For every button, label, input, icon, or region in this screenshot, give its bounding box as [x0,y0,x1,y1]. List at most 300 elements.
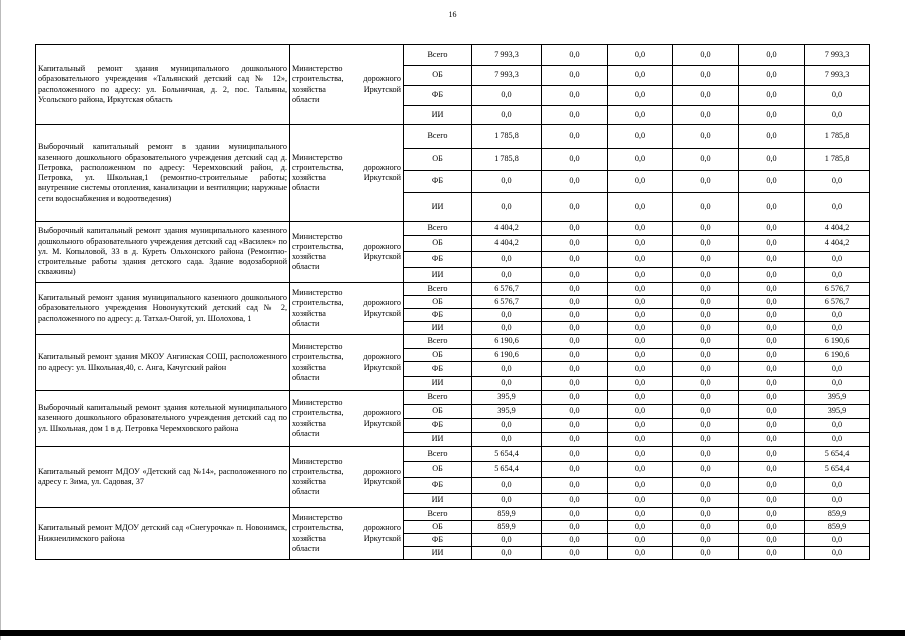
ministry-line4: области [292,543,320,553]
ministry-line3 [292,85,401,95]
funding-source: ФБ [404,171,472,193]
value-total: 1 785,8 [805,149,870,171]
responsible-ministry [290,283,404,335]
ministry-line2a: строительства, [292,241,344,251]
ministry-line3a: хозяйства [292,308,326,318]
value-cell: 0,0 [739,433,805,447]
ministry-line2 [292,163,401,173]
value-total: 6 576,7 [805,296,870,309]
funding-source: Всего [404,125,472,149]
value-cell: 0,0 [542,171,608,193]
value-total: 7 993,3 [805,45,870,66]
value-cell: 0,0 [673,377,739,391]
value-cell: 0,0 [673,508,739,521]
table-row [36,283,870,296]
value-cell: 0,0 [608,478,673,494]
responsible-ministry [290,45,404,125]
ministry-line2b: дорожного [363,352,401,362]
ministry-line3a: хозяйства [292,84,326,94]
ministry-line3 [292,309,401,319]
value-cell: 0,0 [542,45,608,66]
funding-source: ОБ [404,296,472,309]
value-cell: 0,0 [673,268,739,283]
responsible-ministry [290,508,404,560]
ministry-line2a: строительства, [292,523,344,533]
funding-source: ОБ [404,349,472,362]
value-cell: 0,0 [739,494,805,508]
value-cell: 0,0 [739,66,805,86]
value-cell: 0,0 [673,171,739,193]
ministry-line2 [292,298,401,308]
project-description: Капитальный ремонт МДОУ детский сад «Снегурочка» п. Новонимск, Нижнеилимского района [36,508,290,560]
value-cell: 0,0 [673,405,739,419]
value-cell: 0,0 [608,171,673,193]
ministry-line4: области [292,262,320,272]
value-cell: 0,0 [739,222,805,236]
table-row [36,508,870,521]
project-description: Капитальный ремонт здания МКОУ Ангинская СОШ, расположенного по адресу: ул. Школьная,40, с. Анга, Качугский район [36,335,290,391]
value-cell: 0,0 [608,193,673,222]
value-cell: 859,9 [472,508,542,521]
ministry-line2a: строительства, [292,408,344,418]
ministry-line1: Министерство [292,64,343,73]
funding-source: Всего [404,391,472,405]
value-total: 0,0 [805,547,870,560]
value-cell: 0,0 [673,309,739,322]
value-total: 0,0 [805,478,870,494]
value-cell: 0,0 [739,193,805,222]
value-total: 0,0 [805,171,870,193]
value-cell: 0,0 [673,252,739,268]
funding-source: ОБ [404,405,472,419]
funding-source: Всего [404,335,472,349]
value-total: 395,9 [805,405,870,419]
value-cell: 0,0 [739,106,805,125]
value-cell: 0,0 [542,433,608,447]
ministry-line4: области [292,487,320,497]
value-total: 7 993,3 [805,66,870,86]
value-cell: 0,0 [542,508,608,521]
value-cell: 0,0 [542,283,608,296]
ministry-line3b: Иркутской [363,418,401,428]
page-number: 16 [448,10,457,19]
funding-source: ОБ [404,149,472,171]
funding-source: ИИ [404,193,472,222]
ministry-line2 [292,352,401,362]
value-cell: 395,9 [472,391,542,405]
value-cell: 0,0 [472,433,542,447]
value-cell: 0,0 [673,534,739,547]
value-total: 0,0 [805,106,870,125]
funding-source: ИИ [404,322,472,335]
ministry-line3a: хозяйства [292,533,326,543]
value-cell: 0,0 [608,419,673,433]
ministry-line2 [292,467,401,477]
value-cell: 0,0 [542,362,608,377]
funding-source: ИИ [404,494,472,508]
value-cell: 0,0 [739,362,805,377]
value-cell: 4 404,2 [472,236,542,252]
ministry-line2b: дорожного [363,241,401,251]
value-total: 0,0 [805,268,870,283]
ministry-line2a: строительства, [292,352,344,362]
value-cell: 0,0 [739,45,805,66]
value-cell: 0,0 [542,222,608,236]
value-cell: 0,0 [739,268,805,283]
value-cell: 0,0 [542,106,608,125]
value-cell: 0,0 [739,377,805,391]
ministry-line3b: Иркутской [363,477,401,486]
value-cell: 0,0 [542,405,608,419]
value-cell: 0,0 [472,268,542,283]
ministry-line4: области [292,318,320,328]
value-total: 0,0 [805,193,870,222]
value-cell: 0,0 [608,391,673,405]
ministry-line2b: дорожного [363,74,401,84]
ministry-line2 [292,408,401,418]
value-cell: 0,0 [472,86,542,106]
responsible-ministry [290,391,404,447]
value-cell: 0,0 [542,478,608,494]
funding-source: Всего [404,45,472,66]
funding-source: ОБ [404,236,472,252]
value-cell: 0,0 [608,268,673,283]
value-cell: 5 654,4 [472,462,542,478]
value-cell: 5 654,4 [472,447,542,462]
table-row [36,45,870,66]
ministry-line3a: хозяйства [292,362,326,372]
value-cell: 0,0 [608,322,673,335]
ministry-line1: Министерство [292,288,343,297]
value-cell: 0,0 [739,521,805,534]
value-total: 0,0 [805,377,870,391]
value-cell: 0,0 [608,362,673,377]
value-cell: 0,0 [673,66,739,86]
funding-source: ФБ [404,86,472,106]
ministry-line2 [292,74,401,84]
value-cell: 0,0 [673,419,739,433]
value-total: 0,0 [805,86,870,106]
value-cell: 0,0 [608,309,673,322]
value-cell: 0,0 [739,309,805,322]
value-cell: 0,0 [739,322,805,335]
value-cell: 0,0 [542,377,608,391]
value-cell: 0,0 [542,125,608,149]
value-total: 0,0 [805,494,870,508]
value-cell: 0,0 [608,86,673,106]
ministry-line1: Министерство [292,342,343,351]
value-cell: 6 576,7 [472,283,542,296]
value-cell: 0,0 [472,419,542,433]
value-cell: 0,0 [608,149,673,171]
value-cell: 859,9 [472,521,542,534]
ministry-line3a: хозяйства [292,173,326,182]
value-cell: 0,0 [739,534,805,547]
value-cell: 0,0 [608,283,673,296]
value-cell: 0,0 [608,66,673,86]
funding-source: Всего [404,283,472,296]
value-cell: 1 785,8 [472,149,542,171]
ministry-line2 [292,523,401,533]
value-cell: 0,0 [472,547,542,560]
funding-source: Всего [404,222,472,236]
value-cell: 0,0 [673,149,739,171]
scan-bottom-border [0,630,905,636]
value-cell: 0,0 [472,106,542,125]
ministry-line3 [292,534,401,544]
value-cell: 0,0 [608,508,673,521]
value-cell: 0,0 [542,447,608,462]
value-cell: 0,0 [542,252,608,268]
ministry-line4: области [292,428,320,438]
value-total: 0,0 [805,534,870,547]
value-total: 0,0 [805,252,870,268]
ministry-line1: Министерство [292,231,343,241]
funding-source: ОБ [404,521,472,534]
value-cell: 0,0 [739,391,805,405]
value-cell: 0,0 [673,349,739,362]
project-description: Капитальный ремонт здания муниципального казенного дошкольного образовательного учреждения Новонукутский детский сад № 2, расположенного по адресу: д. Татхал-Онгой, ул. Шолохова, 1 [36,283,290,335]
value-cell: 0,0 [472,534,542,547]
project-description: Выборочный капитальный ремонт здания котельной муниципального казенного дошкольного образовательного учреждения детский сад по ул. Школьная, дом 1 в д. Петровка Черемховского района [36,391,290,447]
value-total: 859,9 [805,508,870,521]
value-total: 0,0 [805,362,870,377]
value-cell: 0,0 [542,534,608,547]
value-cell: 395,9 [472,405,542,419]
value-cell: 0,0 [673,106,739,125]
value-cell: 0,0 [673,125,739,149]
ministry-line3b: Иркутской [363,533,401,543]
value-cell: 7 993,3 [472,66,542,86]
funding-source: ИИ [404,433,472,447]
ministry-line3a: хозяйства [292,252,326,261]
value-cell: 0,0 [542,236,608,252]
ministry-line3 [292,252,401,262]
value-total: 0,0 [805,433,870,447]
value-cell: 0,0 [542,86,608,106]
value-cell: 7 993,3 [472,45,542,66]
ministry-line2b: дорожного [363,466,401,476]
funding-source: ИИ [404,106,472,125]
funding-source: ФБ [404,478,472,494]
value-cell: 0,0 [608,462,673,478]
value-total: 0,0 [805,419,870,433]
value-cell: 0,0 [608,547,673,560]
value-cell: 0,0 [673,462,739,478]
value-cell: 0,0 [608,521,673,534]
funding-source: ФБ [404,419,472,433]
value-cell: 0,0 [608,494,673,508]
table-row [36,222,870,236]
funding-source: ИИ [404,547,472,560]
value-cell: 6 190,6 [472,335,542,349]
responsible-ministry [290,125,404,222]
funding-source: ОБ [404,462,472,478]
ministry-line1: Министерство [292,456,343,466]
ministry-line3b: Иркутской [363,252,401,261]
value-cell: 0,0 [542,462,608,478]
ministry-line1: Министерство [292,398,343,407]
value-cell: 0,0 [472,193,542,222]
value-cell: 0,0 [542,547,608,560]
value-cell: 0,0 [673,521,739,534]
ministry-line3b: Иркутской [363,173,401,182]
funding-source: ФБ [404,309,472,322]
value-cell: 6 576,7 [472,296,542,309]
value-cell: 0,0 [739,405,805,419]
table-row [36,125,870,149]
value-cell: 0,0 [542,419,608,433]
value-cell: 0,0 [608,296,673,309]
value-cell: 0,0 [608,349,673,362]
value-cell: 0,0 [542,268,608,283]
value-cell: 0,0 [608,125,673,149]
value-cell: 0,0 [673,447,739,462]
page-edge [0,0,1,640]
value-cell: 0,0 [673,391,739,405]
value-cell: 0,0 [673,362,739,377]
value-cell: 0,0 [608,45,673,66]
funding-source: ИИ [404,268,472,283]
value-total: 6 576,7 [805,283,870,296]
value-cell: 0,0 [472,171,542,193]
value-cell: 0,0 [739,447,805,462]
value-cell: 0,0 [542,391,608,405]
value-cell: 0,0 [739,419,805,433]
value-cell: 0,0 [673,433,739,447]
value-cell: 0,0 [739,462,805,478]
value-cell: 0,0 [542,349,608,362]
value-cell: 0,0 [739,171,805,193]
value-cell: 0,0 [673,283,739,296]
value-total: 395,9 [805,391,870,405]
value-cell: 0,0 [739,335,805,349]
value-cell: 0,0 [472,309,542,322]
responsible-ministry [290,222,404,283]
ministry-line3b: Иркутской [363,308,401,318]
value-cell: 0,0 [673,478,739,494]
value-cell: 0,0 [739,349,805,362]
value-total: 4 404,2 [805,222,870,236]
value-total: 5 654,4 [805,447,870,462]
ministry-line3a: хозяйства [292,418,326,428]
value-total: 1 785,8 [805,125,870,149]
value-cell: 0,0 [542,66,608,86]
value-cell: 0,0 [739,547,805,560]
ministry-line3 [292,477,401,487]
table-row [36,447,870,462]
ministry-line4: области [292,183,320,193]
value-cell: 0,0 [673,222,739,236]
value-total: 0,0 [805,309,870,322]
value-cell: 0,0 [608,222,673,236]
value-cell: 0,0 [542,494,608,508]
project-description: Капитальный ремонт МДОУ «Детский сад №14», расположенного по адресу г. Зима, ул. Садовая, 37 [36,447,290,508]
value-total: 0,0 [805,322,870,335]
value-cell: 0,0 [673,236,739,252]
value-total: 6 190,6 [805,335,870,349]
ministry-line3 [292,363,401,373]
ministry-line2b: дорожного [363,408,401,418]
funding-source: Всего [404,447,472,462]
ministry-line2b: дорожного [363,298,401,308]
ministry-line3a: хозяйства [292,477,326,486]
table-row [36,335,870,349]
ministry-line2a: строительства, [292,466,344,476]
program-table [35,44,870,560]
funding-source: ФБ [404,252,472,268]
ministry-line1: Министерство [292,513,343,522]
value-cell: 0,0 [673,193,739,222]
value-cell: 0,0 [608,106,673,125]
ministry-line3 [292,419,401,429]
value-cell: 0,0 [542,322,608,335]
value-cell: 0,0 [542,296,608,309]
project-description: Выборочный капитальный ремонт здания муниципального казенного дошкольного образовательного учреждения детский сад «Василек» по ул. М. Копыловой, 33 в д. Куреть Ольхонского района (Ремонтно-строительные работы здания детского сада. Здание водозаборной скважины) [36,222,290,283]
value-cell: 0,0 [542,335,608,349]
funding-source: ИИ [404,377,472,391]
ministry-line1: Министерство [292,152,343,162]
ministry-line3b: Иркутской [363,362,401,372]
table-body [36,45,870,560]
value-cell: 0,0 [472,494,542,508]
project-description: Выборочный капитальный ремонт в здании муниципального казенного дошкольного образовательного учреждения детский сад д. Петровка, расположенном по адресу: Черемховский район, д. Петровка, ул. Школьная,1 (ремонтно-строительные работы; внутренние системы отопления, канализации и вентиляции; наружные сети водоснабжения и водоотведения) [36,125,290,222]
value-cell: 0,0 [739,125,805,149]
funding-source: Всего [404,508,472,521]
value-cell: 6 190,6 [472,349,542,362]
value-total: 6 190,6 [805,349,870,362]
ministry-line4: области [292,372,320,382]
value-cell: 0,0 [739,478,805,494]
ministry-line2b: дорожного [363,523,401,533]
table-row [36,391,870,405]
value-cell: 0,0 [739,252,805,268]
ministry-line2a: строительства, [292,74,344,84]
responsible-ministry [290,447,404,508]
value-cell: 0,0 [673,296,739,309]
value-cell: 0,0 [542,149,608,171]
value-cell: 0,0 [472,377,542,391]
value-cell: 0,0 [608,252,673,268]
ministry-line2 [292,242,401,252]
value-cell: 0,0 [739,296,805,309]
responsible-ministry [290,335,404,391]
value-cell: 0,0 [472,362,542,377]
ministry-line2a: строительства, [292,162,344,172]
value-total: 859,9 [805,521,870,534]
value-cell: 4 404,2 [472,222,542,236]
value-cell: 0,0 [673,322,739,335]
value-cell: 0,0 [739,508,805,521]
value-cell: 0,0 [608,335,673,349]
funding-source: ФБ [404,534,472,547]
value-cell: 1 785,8 [472,125,542,149]
value-cell: 0,0 [673,45,739,66]
value-cell: 0,0 [739,86,805,106]
value-cell: 0,0 [542,309,608,322]
value-cell: 0,0 [608,447,673,462]
value-cell: 0,0 [673,494,739,508]
funding-source: ФБ [404,362,472,377]
value-cell: 0,0 [608,405,673,419]
funding-source: ОБ [404,66,472,86]
ministry-line2b: дорожного [363,162,401,172]
value-total: 4 404,2 [805,236,870,252]
value-cell: 0,0 [739,283,805,296]
value-cell: 0,0 [739,236,805,252]
value-cell: 0,0 [472,322,542,335]
value-cell: 0,0 [673,86,739,106]
